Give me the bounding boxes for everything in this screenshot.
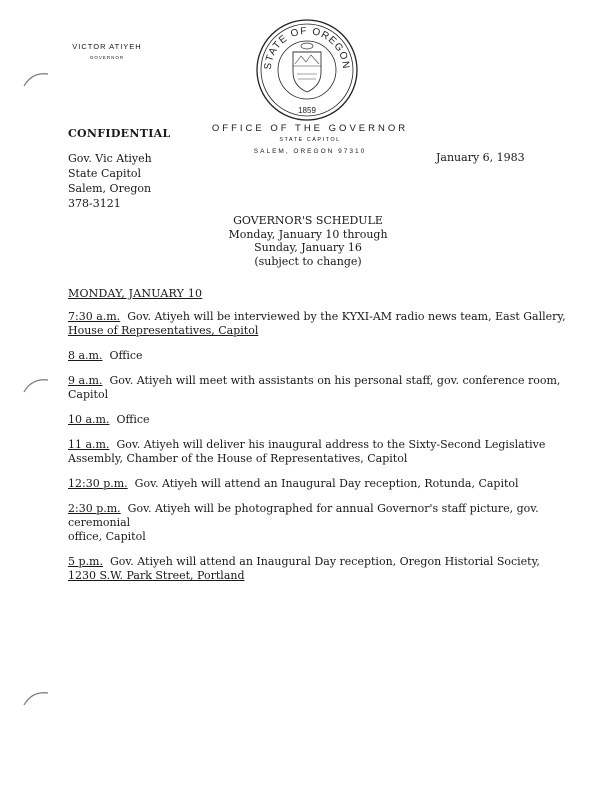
schedule-header: [200, 214, 416, 268]
entry-time: 11 a.m.: [68, 438, 110, 451]
entry-text: Gov. Atiyeh will deliver his inaugural address to the Sixty-Second Legislative: [116, 438, 546, 451]
day-heading: MONDAY, JANUARY 10: [68, 287, 203, 300]
letterhead-name: VICTOR ATIYEH: [72, 42, 142, 51]
office-city: SALEM, OREGON 97310: [253, 148, 367, 155]
office-heading: [200, 122, 420, 157]
schedule-entry: [68, 374, 568, 402]
punch-hole-mark: [18, 66, 58, 96]
schedule-entry: [68, 413, 568, 427]
entry-text: Gov. Atiyeh will be interviewed by the KYXI-AM radio news team, East Gallery,: [127, 310, 566, 323]
entry-continuation: Assembly, Chamber of the House of Representatives, Capitol: [68, 452, 408, 465]
entry-continuation: 1230 S.W. Park Street, Portland: [68, 569, 245, 582]
entry-continuation: office, Capitol: [68, 530, 146, 543]
schedule-range-start: Monday, January 10 through: [228, 227, 388, 241]
schedule-note: (subject to change): [254, 254, 362, 268]
entry-time: 5 p.m.: [68, 555, 103, 568]
svg-text:STATE OF OREGON: [263, 26, 351, 70]
confidential-label: CONFIDENTIAL: [68, 127, 171, 140]
sender-city: Salem, Oregon: [68, 182, 152, 195]
entry-text: Gov. Atiyeh will attend an Inaugural Day reception, Oregon Historial Society,: [109, 555, 540, 568]
entry-text: Office: [116, 413, 150, 426]
schedule-entry: [68, 555, 568, 583]
entry-time: 9 a.m.: [68, 374, 103, 387]
schedule-entry: [68, 477, 568, 491]
entry-time: 12:30 p.m.: [68, 477, 128, 490]
sender-phone: 378-3121: [68, 197, 121, 210]
oregon-state-seal: [251, 14, 363, 126]
office-building: STATE CAPITOL: [279, 137, 341, 143]
entry-time: 7:30 a.m.: [68, 310, 121, 323]
schedule-entries: [68, 310, 568, 594]
entry-text: Gov. Atiyeh will be photographed for annual Governor's staff picture, gov. ceremonial: [68, 502, 539, 529]
schedule-entry: [68, 349, 568, 363]
punch-hole-mark: [18, 685, 58, 715]
punch-hole-mark: [18, 372, 58, 402]
seal-year: 1859: [298, 106, 316, 115]
office-name: OFFICE OF THE GOVERNOR: [211, 123, 409, 134]
letterhead-title: GOVERNOR: [89, 55, 125, 60]
schedule-entry: [68, 502, 568, 544]
schedule-title: GOVERNOR'S SCHEDULE: [233, 214, 383, 227]
entry-time: 2:30 p.m.: [68, 502, 121, 515]
entry-text: Gov. Atiyeh will meet with assistants on his personal staff, gov. conference room,: [109, 374, 561, 387]
schedule-entry: [68, 438, 568, 466]
entry-time: 10 a.m.: [68, 413, 110, 426]
schedule-entry: [68, 310, 568, 338]
entry-text: Office: [109, 349, 143, 362]
entry-text: Gov. Atiyeh will attend an Inaugural Day reception, Rotunda, Capitol: [134, 477, 519, 490]
entry-continuation: Capitol: [68, 388, 109, 401]
entry-time: 8 a.m.: [68, 349, 103, 362]
schedule-range-end: Sunday, January 16: [254, 241, 362, 254]
document-date: January 6, 1983: [436, 151, 525, 164]
sender-address: [68, 151, 152, 211]
sender-building: State Capitol: [68, 167, 142, 180]
entry-continuation: House of Representatives, Capitol: [68, 324, 259, 337]
sender-name: Gov. Vic Atiyeh: [68, 152, 152, 165]
seal-top-text: STATE OF OREGON: [262, 25, 352, 71]
